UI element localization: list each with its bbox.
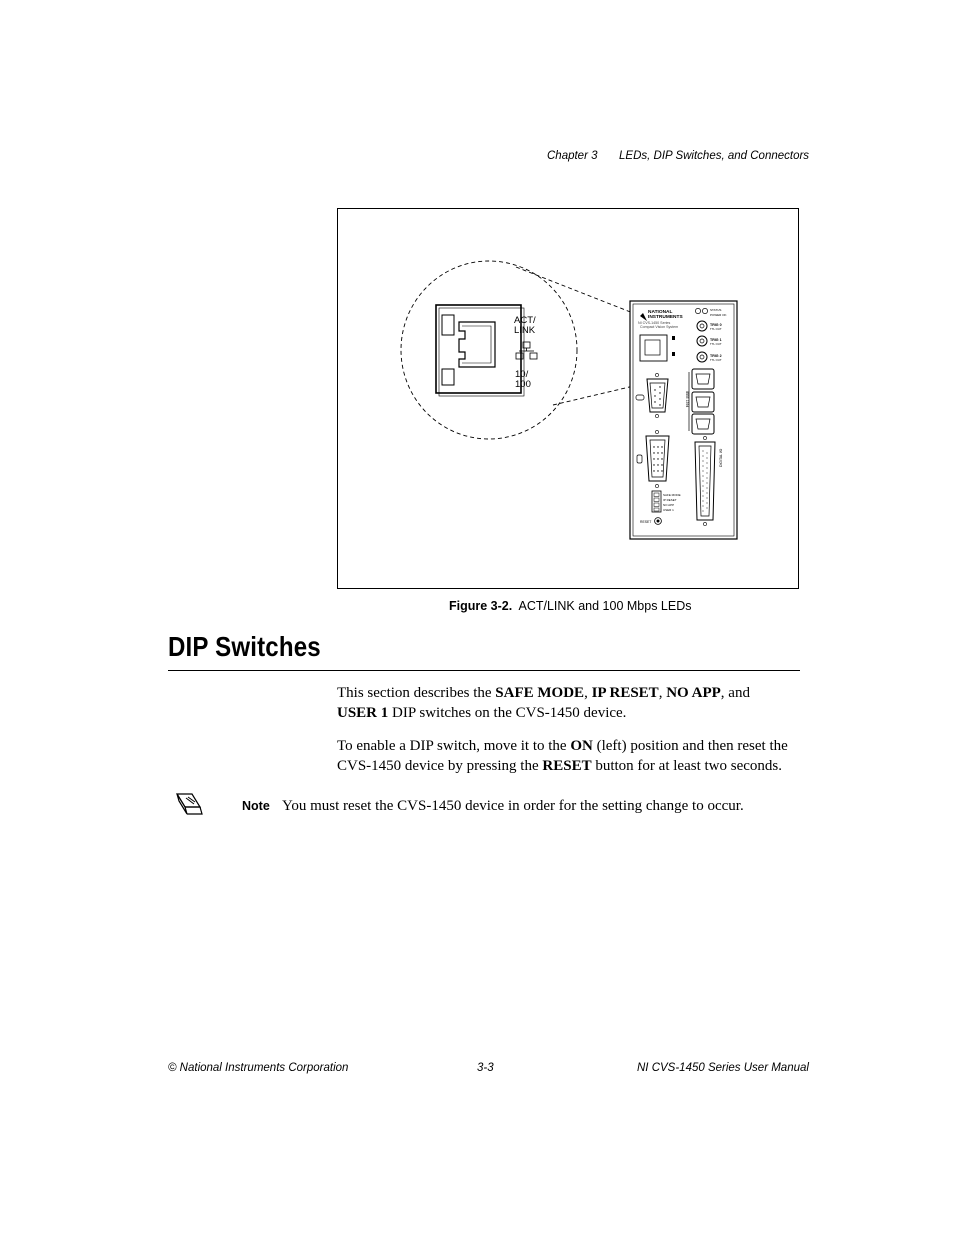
paragraph-intro: This section describes the SAFE MODE, IP RESET, NO APP, and USER 1 DIP switches on the CVS-1450 device. xyxy=(337,685,750,721)
brand-line2: INSTRUMENTS xyxy=(648,315,683,320)
trig1-sub: TTL OUT xyxy=(710,342,722,346)
trigger-connectors xyxy=(697,321,707,362)
dip-label-no-app: NO APP xyxy=(663,503,675,507)
figure-caption xyxy=(449,599,691,613)
trig0-sub: TTL OUT xyxy=(710,327,722,331)
brand-line1: NATIONAL xyxy=(648,310,673,315)
section-heading: DIP Switches xyxy=(168,631,321,662)
cvs-1450-front-panel xyxy=(630,301,737,539)
led-status-label: STATUS xyxy=(710,308,722,312)
figure-title: ACT/LINK and 100 Mbps LEDs xyxy=(518,599,692,613)
callout-act-link-line2: LINK xyxy=(514,325,536,336)
dip-switch-block xyxy=(652,491,661,512)
footer-copyright: © National Instruments Corporation xyxy=(168,1062,349,1074)
ieee1394-ports xyxy=(692,369,714,434)
device-illustration xyxy=(338,209,800,590)
led-power-label: POWER OK xyxy=(710,313,727,317)
figure-box xyxy=(337,208,799,589)
digital-io-label: DIGITAL I/O xyxy=(719,448,723,467)
figure-number: Figure 3-2. xyxy=(449,599,513,613)
header-chapter: Chapter 3 xyxy=(547,150,598,162)
callout-speed-line1: 10/ xyxy=(515,369,529,380)
reset-label: RESET xyxy=(640,520,652,524)
trig1-label: TRIG 1 xyxy=(710,338,722,342)
trig2-label: TRIG 2 xyxy=(710,354,722,358)
product-subtitle: Compact Vision System xyxy=(640,325,679,329)
magnified-callout xyxy=(401,261,638,439)
paragraph-enable-dip: To enable a DIP switch, move it to the ON (left) position and then reset the CVS-1450 device by pressing the RESET button for at least two seconds. xyxy=(337,738,788,774)
ieee1394-label: IEEE 1394 xyxy=(685,391,689,408)
note-icon xyxy=(174,790,204,818)
dip-label-safe-mode: SAFE MODE xyxy=(663,493,681,497)
callout-speed-line2: 100 xyxy=(515,379,531,390)
dip-label-ip-reset: IP RESET xyxy=(663,498,677,502)
trig0-label: TRIG 0 xyxy=(710,323,722,327)
footer-page-number: 3-3 xyxy=(477,1062,494,1074)
dip-label-user-1: USER 1 xyxy=(663,508,674,512)
callout-act-link-line1: ACT/ xyxy=(514,315,536,326)
trig2-sub: TTL OUT xyxy=(710,358,722,362)
header-section-title: LEDs, DIP Switches, and Connectors xyxy=(619,150,810,162)
note-text: You must reset the CVS-1450 device in order for the setting change to occur. xyxy=(282,798,744,814)
product-name: NI CVS-1450 Series xyxy=(638,321,671,325)
footer-manual-title: NI CVS-1450 Series User Manual xyxy=(637,1062,809,1074)
section-rule xyxy=(168,670,800,671)
note-label: Note xyxy=(242,799,270,813)
